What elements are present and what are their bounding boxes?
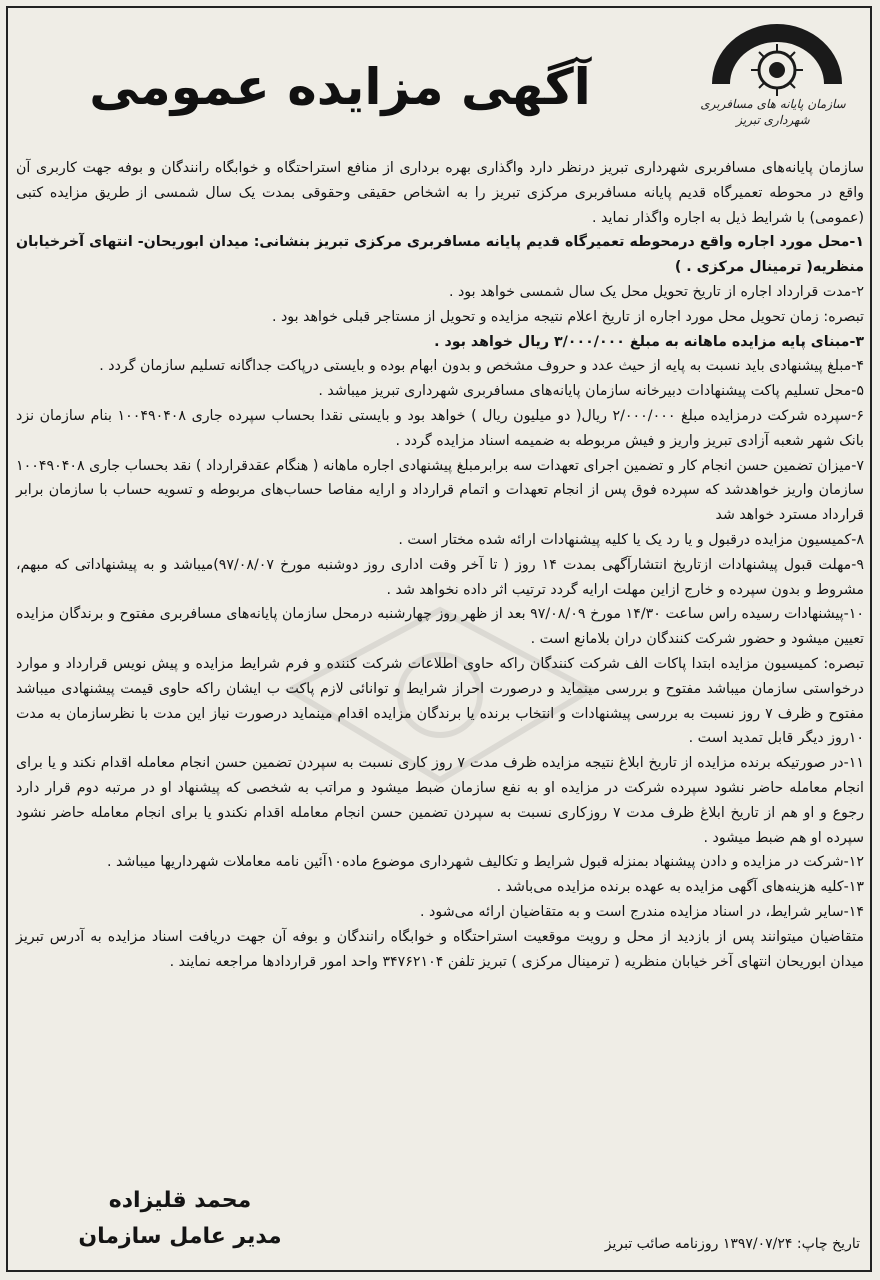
notice-paragraph: ۱۰-پیشنهادات رسیده راس ساعت ۱۴/۳۰ مورخ ۹۷/۰۸/۰۹ بعد از ظهر روز چهارشنبه درمحل سازمان پایانه‌های مسافربری مفتوح و برندگان مزایده تعیین میشود و حضور شرکت کنندگان دران بلامانع است . — [16, 606, 864, 648]
notice-paragraph: ۱۱-در صورتیکه برنده مزایده از تاریخ ابلاغ نتیجه مزایده ظرف مدت ۷ روز کاری نسبت به سپردن تضمین حسن انجام معامله اقدام نکند و یا برای انجام معامله حاضر نشود سپرده شرکت در مزایده او به نفع سازمان ضبط میشود و مراتب به شخصی که پیشنهاد او در مرتبه دوم قرار دارد رجوع و او هم از تاریخ ابلاغ ظرف مدت ۷ روزکاری نسبت به سپردن تضمین حسن انجام معامله اقدام نکندو یا برای انجام معامله حاضر نشود سپرده او هم ضبط میشود . — [16, 755, 864, 846]
notice-paragraph: ۲-مدت قرارداد اجاره از تاریخ تحویل محل یک سال شمسی خواهد بود . — [448, 283, 864, 300]
notice-paragraph: ۱-محل مورد اجاره واقع درمحوطه تعمیرگاه قدیم پایانه مسافربری مرکزی تبریز بنشانی: میدان ابوریحان- انتهای آخرخیابان منظریه( ترمینال مرکزی . ) — [16, 234, 864, 276]
signer-title: مدیر عامل سازمان — [78, 1224, 282, 1249]
notice-paragraph: ۵-محل تسلیم پاکت پیشنهادات دبیرخانه سازمان پایانه‌های مسافربری شهرداری تبریز میباشد . — [318, 383, 864, 400]
notice-paragraph: تبصره: کمیسیون مزایده ابتدا پاکات الف شرکت کنندگان راکه حاوی اطلاعات شرکت کننده و فرم شرایط مزایده و پیش نویس قرارداد و موارد درخواستی سازمان میباشد مفتوح و بررسی مینماید و درصورت احراز شرایط و توانائی لازم پاکت ب ایشان راکه حاوی قیمت پیشنهادی میباشد مفتوح و ظرف ۷ روز نسبت به بررسی پیشنهادات و انتخاب برنده یا برندگان مزایده اقدام مینماید درصورت نیاز این مدت با نظرسازمان به مدت ۱۰روز دیگر قابل تمدید است . — [16, 655, 865, 747]
notice-paragraph: ۱۳-کلیه هزینه‌های آگهی مزایده به عهده برنده مزایده می‌باشد . — [496, 879, 864, 896]
signer-name: محمد قلیزاده — [108, 1188, 252, 1213]
notice-paragraph: سازمان پایانه‌های مسافربری شهرداری تبریز درنظر دارد واگذاری بهره برداری از منافع استراحتگاه و خوابگاه رانندگان و بوفه جهت کاربری آن واقع در محوطه تعمیرگاه قدیم پایانه مسافربری مرکزی تبریز را به اشخاص حقیقی وحقوقی بمدت یک سال شمسی از طریق مزایده کتبی (عمومی) با شرایط ذیل به اجاره واگذار نماید . — [16, 160, 864, 226]
notice-footer — [0, 1180, 880, 1280]
notice-paragraph: ۴-مبلغ پیشنهادی باید نسبت به پایه از حیث عدد و حروف مشخص و بدون ابهام بوده و بایستی درپاکت جداگانه تسلیم سازمان گردد . — [99, 358, 864, 375]
notice-paragraph: ۱۴-سایر شرایط، در اسناد مزایده مندرج است و به متقاضیان ارائه می‌شود . — [420, 903, 864, 920]
notice-paragraph: ۶-سپرده شرکت درمزایده مبلغ ۲/۰۰۰/۰۰۰ ریال( دو میلیون ریال ) خواهد بود و بایستی نقدا بحساب سپرده جاری ۱۰۰۴۹۰۴۰۸ بنام سازمان نزد بانک شهر شعبه آزادی تبریز واریز و فیش مربوطه به ضمیمه اسناد مزایده گردد . — [16, 407, 864, 449]
logo-text — [698, 96, 848, 128]
print-date: تاریخ چاپ: ۱۳۹۷/۰۷/۲۴ روزنامه صائب تبریز — [604, 1236, 860, 1252]
notice-paragraph: ۹-مهلت قبول پیشنهادات ازتاریخ انتشارآگهی بمدت ۱۴ روز ( تا آخر وقت اداری روز دوشنبه مورخ ۹۷/۰۸/۰۷)میباشد و به پیشنهاداتی که مبهم، مشروط و بدون سپرده و خارج ازاین مهلت ارایه گردد ترتیب اثر داده نخواهد شد . — [16, 556, 864, 598]
notice-paragraph: ۸-کمیسیون مزایده درقبول و یا رد یک یا کلیه پیشنهادات ارائه شده مختار است . — [398, 531, 864, 548]
notice-paragraph: تبصره: زمان تحویل محل مورد اجاره از تاریخ اعلام نتیجه مزایده و تحویل از مستاجر قبلی خواهد بود . — [271, 308, 864, 325]
notice-body — [16, 156, 864, 974]
logo-text-line1: سازمان پایانه های مسافربری — [700, 97, 846, 111]
notice-title: آگهی مزایده عمومی — [89, 58, 591, 116]
notice-paragraph: متقاضیان میتوانند پس از بازدید از محل و رویت موقعیت استراحتگاه و خوابگاه رانندگان و بوفه آن جهت دریافت اسناد مزایده به آدرس تبریز میدان ابوریحان انتهای آخر خیابان منظریه ( ترمینال مرکزی ) تبریز تلفن ۳۴۷۶۲۱۰۴ واحد امور قراردادها مراجعه نمایند . — [16, 928, 864, 970]
notice-paragraph: ۱۲-شرکت در مزایده و دادن پیشنهاد بمنزله قبول شرایط و تکالیف شهرداری موضوع ماده۱۰آئین نامه معاملات شهرداریها میباشد . — [106, 854, 864, 871]
logo-text-line2: شهرداری تبریز — [736, 113, 810, 127]
notice-header — [0, 0, 880, 150]
notice-paragraph: ۷-میزان تضمین حسن انجام کار و تضمین اجرای تعهدات سه برابرمبلغ پیشنهادی اجاره ماهانه ( هنگام عقدقرارداد ) نقد بحساب جاری ۱۰۰۴۹۰۴۰۸ سازمان واریز خواهدشد که سپرده فوق پس از انجام تعهدات و اتمام قرارداد و ارایه مفاصا حساب‌های مربوطه و تسویه حساب با سازمان برابر قرارداد مسترد خواهد شد — [16, 457, 864, 524]
notice-paragraph: ۳-مبنای پایه مزایده ماهانه به مبلغ ۳/۰۰۰/۰۰۰ ریال خواهد بود . — [434, 333, 864, 350]
